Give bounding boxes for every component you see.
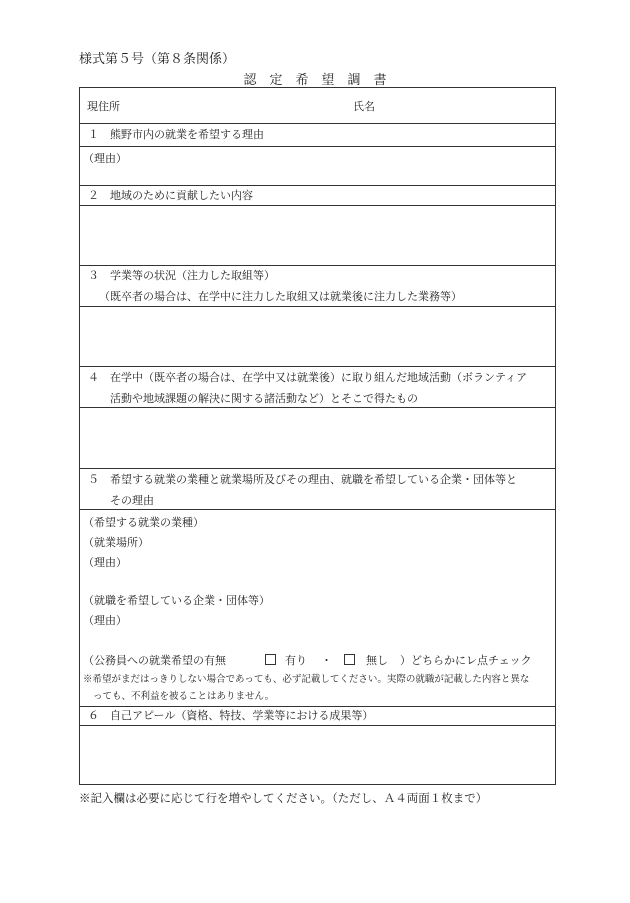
section2-answer-field[interactable] <box>80 205 555 265</box>
option-yes-label: 有り <box>285 654 307 667</box>
address-label: 現住所 <box>87 100 120 113</box>
section5-answer-field[interactable] <box>80 509 555 706</box>
public-servant-prefix: （公務員への就業希望の有無 <box>83 654 226 667</box>
form-number: 様式第５号（第８条関係） <box>79 52 236 67</box>
section6-answer-field[interactable] <box>80 725 555 784</box>
section2-heading-row <box>80 185 555 205</box>
section3-subheading: （既卒者の場合は、在学中に注力した取組又は就業後に注力した業務等） <box>99 290 462 303</box>
option-no-label: 無し <box>366 654 388 667</box>
section5-note-line2: っても、不利益を被ることはありません。 <box>93 691 275 702</box>
section6-heading-row <box>80 706 555 725</box>
section4-answer-field[interactable] <box>80 407 555 468</box>
section1-answer-field[interactable] <box>80 146 555 185</box>
location-reason-label: （理由） <box>83 556 127 569</box>
location-label: （就業場所） <box>83 536 149 549</box>
section4-heading-line2: 活動や地域課題の解決に関する諸活動など）とそこで得たもの <box>110 392 418 405</box>
company-reason-label: （理由） <box>83 614 127 627</box>
section5-heading-row <box>80 468 555 509</box>
section1-heading-row <box>80 123 555 146</box>
section4-heading-line1: ４ 在学中（既卒者の場合は、在学中又は就業後）に取り組んだ地域活動（ボランティア <box>88 371 528 384</box>
option-separator: ・ <box>321 654 332 667</box>
section6-heading: ６ 自己アピール（資格、特技、学業等における成果等） <box>88 709 374 722</box>
company-label: （就職を希望している企業・団体等） <box>83 594 270 607</box>
document-title: 認 定 希 望 調 書 <box>243 73 387 88</box>
footnote: ※記入欄は必要に応じて行を増やしてください。（ただし、Ａ４両面１枚まで） <box>79 791 488 805</box>
section1-reason-label: （理由） <box>83 152 127 165</box>
industry-label: （希望する就業の業種） <box>83 516 204 529</box>
section3-heading: ３ 学業等の状況（注力した取組等） <box>88 269 275 282</box>
section5-note-line1: ※希望がまだはっきりしない場合であっても、必ず記載してください。実際の就職が記載した内容と異な <box>83 674 530 685</box>
section3-heading-row <box>80 265 555 306</box>
section3-answer-field[interactable] <box>80 306 555 366</box>
section2-heading: ２ 地域のために貢献したい内容 <box>88 189 253 202</box>
section1-heading: １ 熊野市内の就業を希望する理由 <box>88 128 264 141</box>
application-form <box>79 87 556 785</box>
public-servant-suffix: ）どちらかにレ点チェック <box>400 654 532 667</box>
section5-heading-line2: その理由 <box>110 494 154 507</box>
checkbox-yes[interactable] <box>263 654 278 667</box>
name-label: 氏名 <box>353 100 375 113</box>
section5-heading-line1: ５ 希望する就業の業種と就業場所及びその理由、就職を希望している企業・団体等と <box>88 473 517 486</box>
section4-heading-row <box>80 366 555 407</box>
checkbox-no[interactable] <box>342 654 357 667</box>
header-row <box>80 88 555 123</box>
